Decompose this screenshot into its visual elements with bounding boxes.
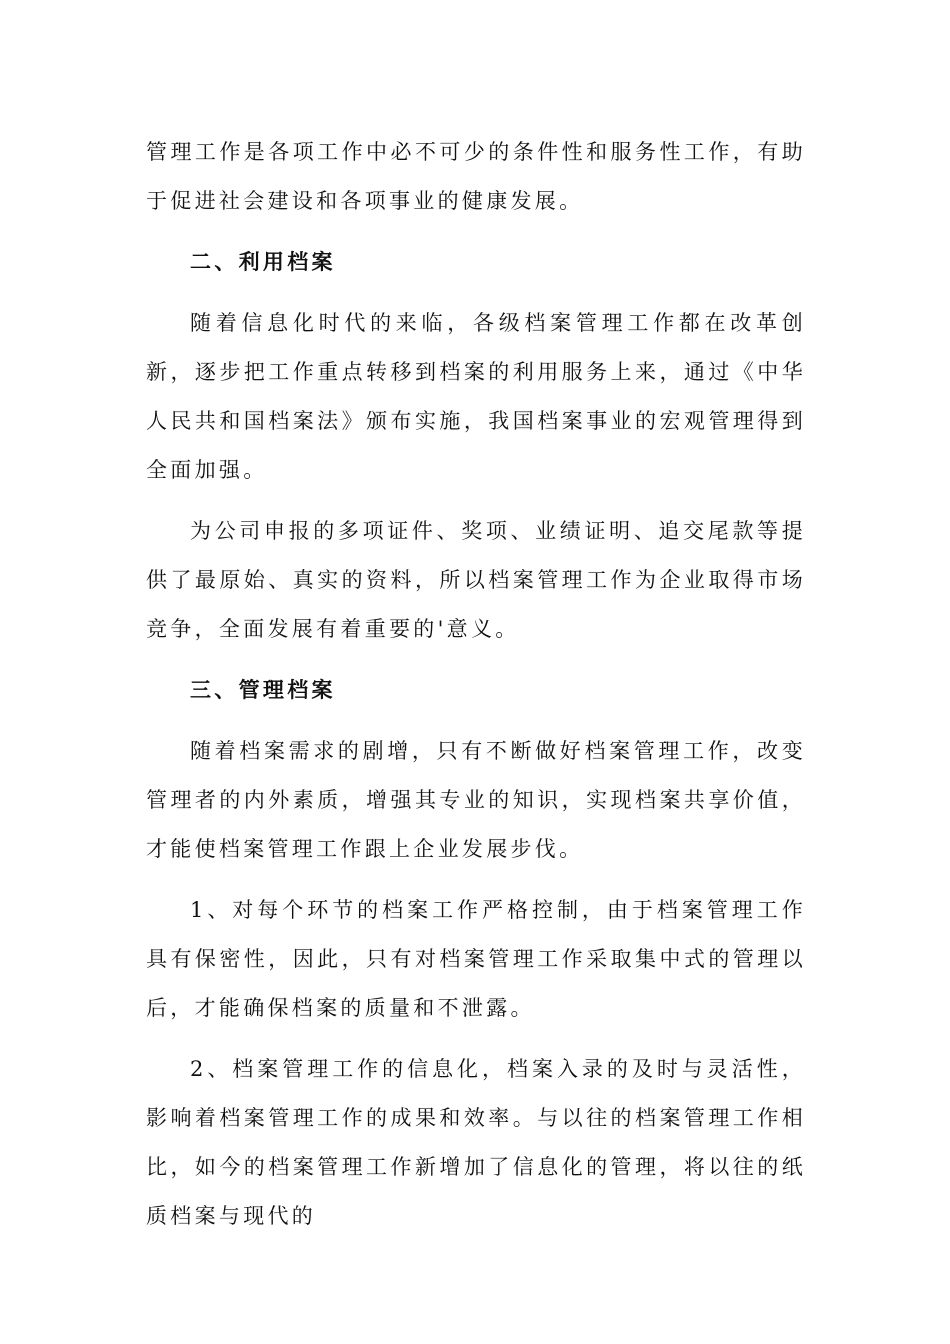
paragraph-demand-growth: 随着档案需求的剧增，只有不断做好档案管理工作，改变管理者的内外素质，增强其专业的知识，实现档案共享价值，才能使档案管理工作跟上企业发展步伐。 xyxy=(146,739,806,861)
paragraph-point-2: 2、档案管理工作的信息化，档案入录的及时与灵活性，影响着档案管理工作的成果和效率。与以往的档案管理工作相比，如今的档案管理工作新增加了信息化的管理，将以往的纸质档案与现代的 xyxy=(146,1057,806,1228)
paragraph-gap xyxy=(146,715,806,727)
section-heading-manage-archives: 三、管理档案 xyxy=(190,678,336,702)
paragraph-gap xyxy=(146,874,806,886)
paragraph-gap xyxy=(146,495,806,507)
paragraph-point-1: 1、对每个环节的档案工作严格控制，由于档案管理工作具有保密性，因此，只有对档案管理工作采取集中式的管理以后，才能确保档案的质量和不泄露。 xyxy=(146,898,806,1020)
paragraph-company-materials: 为公司申报的多项证件、奖项、业绩证明、追交尾款等提供了最原始、真实的资料，所以档案管理工作为企业取得市场竞争，全面发展有着重要的'意义。 xyxy=(146,519,806,641)
document-body xyxy=(146,128,806,1241)
section-heading-use-archives: 二、利用档案 xyxy=(190,250,336,274)
paragraph-gap xyxy=(146,654,806,666)
paragraph-continuation: 管理工作是各项工作中必不可少的条件性和服务性工作，有助于促进社会建设和各项事业的健康发展。 xyxy=(146,140,806,213)
paragraph-gap xyxy=(146,1033,806,1045)
paragraph-gap xyxy=(146,287,806,299)
paragraph-informatization: 随着信息化时代的来临，各级档案管理工作都在改革创新，逐步把工作重点转移到档案的利用服务上来，通过《中华人民共和国档案法》颁布实施，我国档案事业的宏观管理得到全面加强。 xyxy=(146,311,806,482)
paragraph-gap xyxy=(146,226,806,238)
